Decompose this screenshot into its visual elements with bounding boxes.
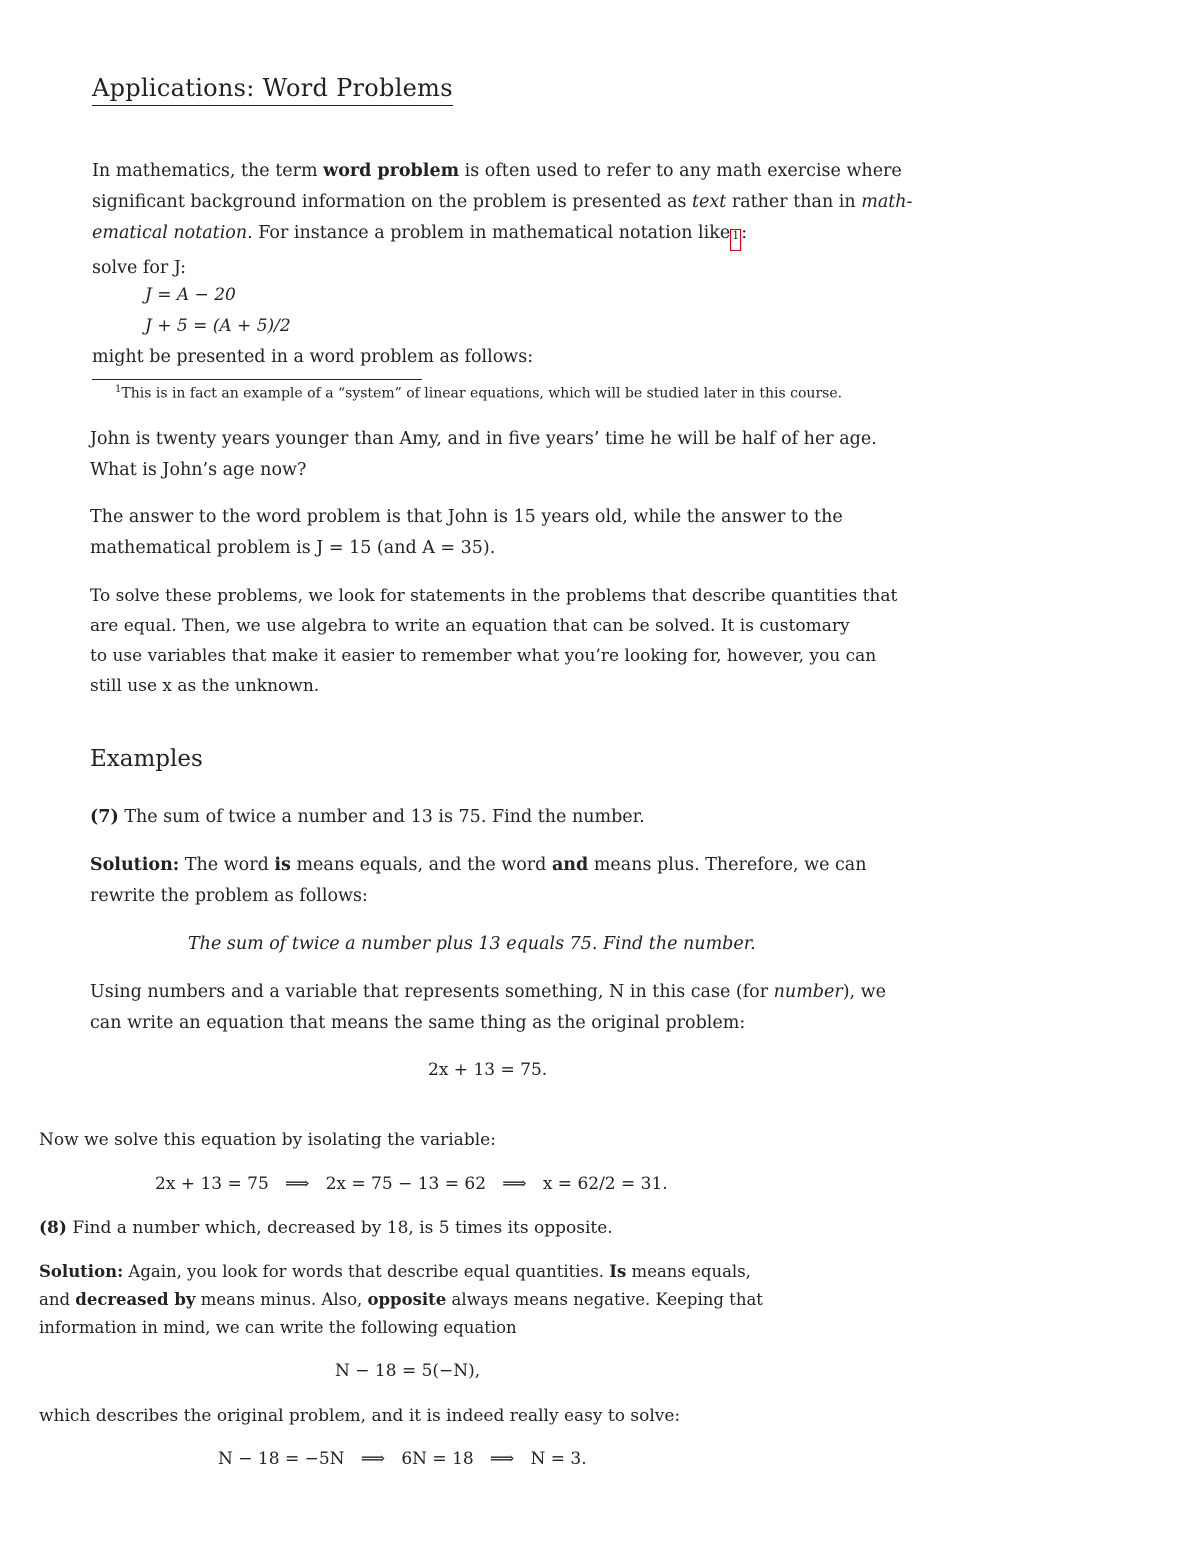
solution-text: and bbox=[39, 1290, 76, 1309]
word-problem-line: John is twenty years younger than Amy, and in five years’ time he will be half of her age. bbox=[90, 429, 877, 449]
intro-text: In mathematics, the term bbox=[92, 161, 324, 181]
solution-line bbox=[39, 1286, 799, 1314]
example-8-equation: N − 18 = 5(−N), bbox=[335, 1361, 481, 1381]
italic-math-word: math- bbox=[861, 192, 913, 212]
intro-after: might be presented in a word problem as follows: bbox=[92, 347, 534, 367]
solution-line bbox=[90, 850, 910, 881]
method-line: To solve these problems, we look for statements in the problems that describe quantities that bbox=[90, 586, 898, 606]
using-text: Using numbers and a variable that represents something, N in this case (for bbox=[90, 982, 774, 1002]
method-line: are equal. Then, we use algebra to write an equation that can be solved. It is customary bbox=[90, 616, 850, 636]
example-8-solution bbox=[39, 1258, 799, 1342]
solve-for-line: solve for J: bbox=[92, 258, 187, 278]
bold-opposite-word: opposite bbox=[367, 1290, 447, 1309]
solution-line: rewrite the problem as follows: bbox=[90, 886, 368, 906]
intro-line-2 bbox=[92, 187, 932, 218]
footnote-link[interactable]: 1 bbox=[730, 229, 741, 251]
bold-is-word: is bbox=[274, 855, 291, 875]
solution-label: Solution: bbox=[39, 1262, 124, 1281]
solution-text: Again, you look for words that describe equal quantities. bbox=[123, 1262, 610, 1281]
intro-paragraph bbox=[92, 156, 932, 284]
method-line: still use x as the unknown. bbox=[90, 676, 320, 696]
solution-line bbox=[39, 1258, 799, 1286]
equation-1: J = A − 20 bbox=[145, 285, 236, 305]
footnote bbox=[115, 384, 842, 402]
rewritten-problem: The sum of twice a number plus 13 equals 75. Find the number. bbox=[188, 934, 756, 954]
intro-line-1 bbox=[92, 156, 932, 187]
footnote-divider bbox=[92, 379, 422, 380]
method-line: to use variables that make it easier to remember what you’re looking for, however, you can bbox=[90, 646, 877, 666]
using-line bbox=[90, 977, 910, 1008]
intro-text: rather than in bbox=[726, 192, 862, 212]
solution-text: always means negative. Keeping that bbox=[446, 1290, 763, 1309]
example-text: Find a number which, decreased by 18, is 5 times its opposite. bbox=[66, 1218, 613, 1238]
footnote-mark: 1 bbox=[115, 384, 122, 395]
solution-text: means equals, and the word bbox=[290, 855, 552, 875]
answer-paragraph bbox=[90, 502, 910, 564]
italic-notation-word: ematical notation bbox=[92, 223, 248, 243]
example-7-solution bbox=[90, 850, 910, 912]
answer-line: mathematical problem is J = 15 (and A = 35). bbox=[90, 538, 496, 558]
example-8-solution-chain: N − 18 = −5N ⟹ 6N = 18 ⟹ N = 3. bbox=[218, 1449, 587, 1469]
word-problem-line: What is John’s age now? bbox=[90, 460, 307, 480]
example-7-statement bbox=[90, 802, 645, 833]
term-word-problem: word problem bbox=[323, 161, 460, 181]
using-text: ), we bbox=[842, 982, 887, 1002]
italic-text-word: text bbox=[691, 192, 727, 212]
intro-text: significant background information on the problem is presented as bbox=[92, 192, 692, 212]
bold-is-word: Is bbox=[609, 1262, 627, 1281]
example-number: (8) bbox=[39, 1218, 67, 1238]
example-7-solution-chain: 2x + 13 = 75 ⟹ 2x = 75 − 13 = 62 ⟹ x = 62/2 = 31. bbox=[155, 1174, 668, 1194]
intro-text: is often used to refer to any math exercise where bbox=[459, 161, 902, 181]
solution-text: means equals, bbox=[626, 1262, 751, 1281]
solution-text: means minus. Also, bbox=[195, 1290, 368, 1309]
bold-decreased-by: decreased by bbox=[75, 1290, 196, 1309]
page-title: Applications: Word Problems bbox=[92, 74, 453, 106]
solution-text: means plus. Therefore, we can bbox=[588, 855, 867, 875]
example-8-after: which describes the original problem, and it is indeed really easy to solve: bbox=[39, 1406, 681, 1426]
word-problem bbox=[90, 424, 910, 486]
example-7-using bbox=[90, 977, 910, 1039]
solution-label: Solution: bbox=[90, 855, 180, 875]
answer-line: The answer to the word problem is that John is 15 years old, while the answer to the bbox=[90, 507, 843, 527]
example-number: (7) bbox=[90, 807, 119, 827]
examples-heading: Examples bbox=[90, 746, 203, 772]
now-solve-text: Now we solve this equation by isolating the variable: bbox=[39, 1130, 496, 1150]
equation-2: J + 5 = (A + 5)/2 bbox=[145, 316, 291, 336]
intro-line-3 bbox=[92, 218, 932, 253]
bold-and-word: and bbox=[551, 855, 589, 875]
example-7-equation: 2x + 13 = 75. bbox=[428, 1060, 548, 1080]
example-text: The sum of twice a number and 13 is 75. Find the number. bbox=[118, 807, 645, 827]
intro-text: . For instance a problem in mathematical notation like bbox=[247, 223, 731, 243]
solution-line: information in mind, we can write the following equation bbox=[39, 1318, 517, 1337]
italic-number-word: number bbox=[773, 982, 843, 1002]
using-line: can write an equation that means the same thing as the original problem: bbox=[90, 1013, 746, 1033]
method-paragraph bbox=[90, 581, 910, 701]
intro-text: : bbox=[741, 223, 748, 243]
example-8-statement bbox=[39, 1213, 613, 1243]
solution-text: The word bbox=[179, 855, 275, 875]
footnote-text: This is in fact an example of a “system” of linear equations, which will be studied later in this course. bbox=[121, 385, 843, 402]
